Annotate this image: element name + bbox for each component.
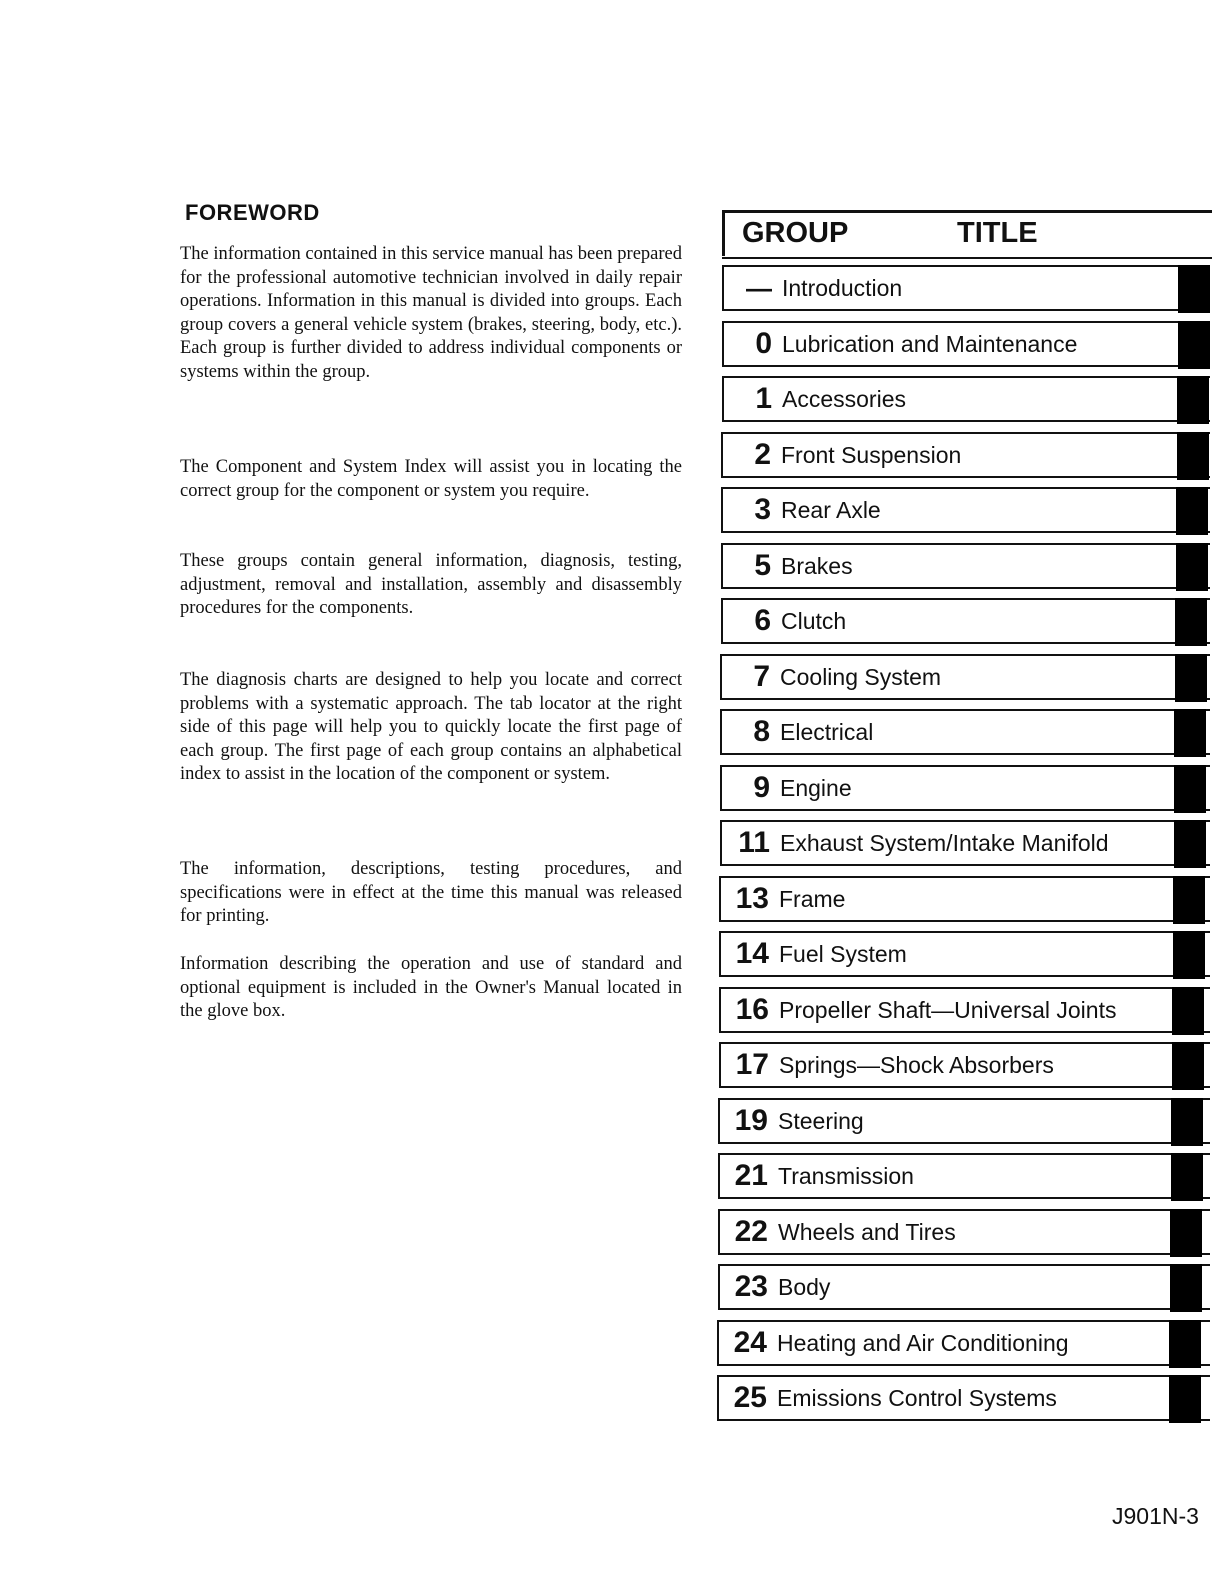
tab-edge-marker: [1175, 598, 1207, 646]
tab-edge-marker: [1174, 709, 1206, 757]
tab-edge-marker: [1169, 1375, 1201, 1423]
tab-group-2[interactable]: [721, 432, 1210, 478]
tab-edge-marker: [1171, 1153, 1203, 1201]
group-title: Front Suspension: [781, 441, 962, 468]
tab-edge-marker: [1178, 265, 1210, 313]
group-title: Accessories: [782, 385, 906, 412]
group-number: 8: [753, 715, 770, 748]
group-title: Steering: [778, 1107, 864, 1134]
group-title: Clutch: [781, 607, 847, 634]
tab-group-1[interactable]: [722, 376, 1210, 422]
group-number: 17: [735, 1048, 769, 1081]
group-title: Body: [778, 1273, 831, 1300]
group-number: 22: [734, 1215, 768, 1248]
group-title: Exhaust System/Intake Manifold: [780, 829, 1109, 856]
tab-group-17[interactable]: [719, 1042, 1210, 1088]
tab-group-5[interactable]: [721, 543, 1210, 589]
group-title: Brakes: [781, 552, 853, 579]
tab-group-0[interactable]: [722, 321, 1210, 367]
group-title: Wheels and Tires: [778, 1218, 956, 1245]
group-number: 6: [754, 604, 771, 637]
group-number: 13: [735, 882, 769, 915]
tab-group-11[interactable]: [720, 820, 1210, 866]
title-column-heading: TITLE: [957, 217, 1038, 249]
tab-group-16[interactable]: [719, 987, 1210, 1033]
group-title: Cooling System: [780, 663, 942, 690]
tab-group-23[interactable]: [718, 1264, 1210, 1310]
group-number: 5: [754, 549, 771, 582]
tab-edge-marker: [1172, 1042, 1204, 1090]
group-number: 9: [753, 771, 770, 804]
tab-edge-marker: [1170, 1209, 1202, 1257]
tab-edge-marker: [1175, 654, 1207, 702]
tab-edge-marker: [1177, 376, 1209, 424]
foreword-paragraph: Information describing the operation and use of standard and optional equipment is included in the Owner's Manual located in the glove box.: [180, 954, 682, 1022]
group-number: 11: [738, 826, 770, 859]
group-title: Transmission: [778, 1162, 914, 1189]
tab-group-21[interactable]: [718, 1153, 1210, 1199]
foreword-paragraph: The information contained in this service manual has been prepared for the professional automotive technician involved in daily repair operations. Information in this manual is divided into groups. Each group covers a general vehicle system (brakes, steering, body, etc.). Each group is further divided to address individual components or systems within the group.: [180, 244, 682, 382]
foreword-paragraph: The information, descriptions, testing procedures, and specifications were in effect at the time this manual was released for printing.: [180, 859, 682, 927]
group-number: 7: [753, 660, 770, 693]
group-number: 1: [755, 382, 772, 415]
group-title: Emissions Control Systems: [777, 1384, 1057, 1411]
tab-edge-marker: [1174, 820, 1206, 868]
tab-group-24[interactable]: [717, 1320, 1210, 1366]
group-number: 3: [754, 493, 771, 526]
foreword-paragraph: The diagnosis charts are designed to help you locate and correct problems with a systematic approach. The tab locator at the right side of this page will help you to quickly locate the first page of each group. The first page of each group contains an alphabetical index to assist in the location of the component or system.: [180, 670, 682, 785]
group-number: 23: [734, 1270, 768, 1303]
group-number: 24: [733, 1326, 767, 1359]
group-title: Fuel System: [779, 940, 907, 967]
tab-group-6[interactable]: [721, 598, 1210, 644]
group-title: Introduction: [782, 274, 903, 301]
group-number: 0: [755, 327, 772, 360]
page-code: J901N-3: [1112, 1503, 1199, 1529]
group-number: 25: [733, 1381, 767, 1414]
tab-edge-marker: [1176, 487, 1208, 535]
tab-group-22[interactable]: [718, 1209, 1210, 1255]
tab-edge-marker: [1172, 987, 1204, 1035]
group-number: 21: [734, 1159, 768, 1192]
tab-locator-header: [722, 210, 1212, 256]
tab-edge-marker: [1176, 543, 1208, 591]
group-number: 19: [734, 1104, 768, 1137]
tab-group-13[interactable]: [719, 876, 1210, 922]
group-title: Rear Axle: [781, 496, 881, 523]
group-number: —: [746, 272, 772, 303]
group-title: Frame: [779, 885, 846, 912]
tab-edge-marker: [1173, 931, 1205, 979]
group-title: Lubrication and Maintenance: [782, 330, 1078, 357]
group-number: 2: [754, 438, 771, 471]
group-title: Electrical: [780, 718, 874, 745]
tab-group-introduction[interactable]: [722, 265, 1210, 311]
tab-group-25[interactable]: [717, 1375, 1210, 1421]
tab-group-9[interactable]: [720, 765, 1210, 811]
tab-edge-marker: [1169, 1320, 1201, 1368]
group-column-heading: GROUP: [742, 217, 849, 249]
group-title: Springs—Shock Absorbers: [779, 1051, 1054, 1078]
tab-edge-marker: [1178, 321, 1210, 369]
foreword-paragraph: The Component and System Index will assist you in locating the correct group for the component or system you require.: [180, 457, 682, 501]
tab-edge-marker: [1177, 432, 1209, 480]
tab-edge-marker: [1171, 1098, 1203, 1146]
foreword-paragraph: These groups contain general information, diagnosis, testing, adjustment, removal and installation, assembly and disassembly procedures for the components.: [180, 551, 682, 619]
foreword-heading: FOREWORD: [185, 200, 320, 225]
tab-group-7[interactable]: [720, 654, 1210, 700]
tab-edge-marker: [1170, 1264, 1202, 1312]
tab-group-8[interactable]: [720, 709, 1210, 755]
tab-edge-marker: [1173, 876, 1205, 924]
group-title: Propeller Shaft—Universal Joints: [779, 996, 1117, 1023]
tab-edge-marker: [1174, 765, 1206, 813]
group-number: 14: [735, 937, 769, 970]
tab-group-14[interactable]: [719, 931, 1210, 977]
group-title: Heating and Air Conditioning: [777, 1329, 1069, 1356]
header-divider: [722, 257, 1212, 259]
tab-group-3[interactable]: [721, 487, 1210, 533]
tab-group-19[interactable]: [718, 1098, 1210, 1144]
group-number: 16: [735, 993, 769, 1026]
group-title: Engine: [780, 774, 852, 801]
